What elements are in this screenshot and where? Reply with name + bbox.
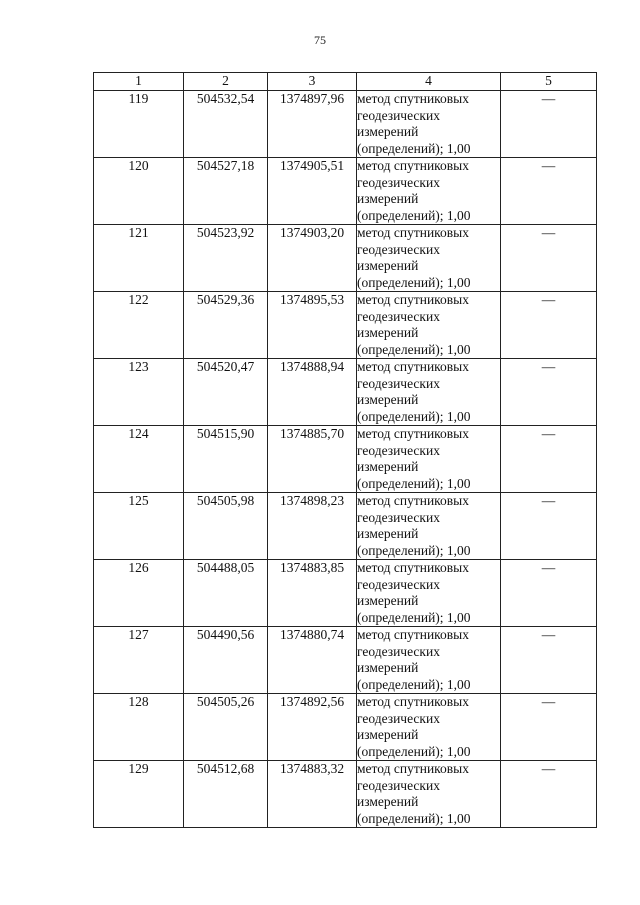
table-row <box>94 158 597 225</box>
x-coordinate-cell: 504488,05 <box>184 560 268 627</box>
x-coordinate-cell: 504505,98 <box>184 493 268 560</box>
table-row <box>94 426 597 493</box>
point-number-cell: 127 <box>94 627 184 694</box>
method-text-line: (определений); 1,00 <box>357 743 471 759</box>
x-coordinate-cell: 504515,90 <box>184 426 268 493</box>
method-cell <box>357 359 501 426</box>
method-text-line: (определений); 1,00 <box>357 341 471 357</box>
method-text-line: измерений <box>357 325 419 340</box>
method-text-line: геодезических <box>357 442 440 458</box>
method-text-line: геодезических <box>357 643 440 659</box>
method-text-line: измерений <box>357 392 419 407</box>
column-5-dash-cell: — <box>501 359 597 426</box>
y-coordinate-cell: 1374892,56 <box>268 694 357 761</box>
point-number-cell: 123 <box>94 359 184 426</box>
table-header <box>94 73 597 91</box>
method-text-line: измерений <box>357 660 419 675</box>
method-text-line: геодезических <box>357 174 440 190</box>
method-text-line: (определений); 1,00 <box>357 140 471 156</box>
page-number: 75 <box>314 33 326 47</box>
column-5-dash-cell: — <box>501 761 597 828</box>
method-text-line: геодезических <box>357 509 440 525</box>
column-5-dash-cell: — <box>501 493 597 560</box>
table-row <box>94 493 597 560</box>
y-coordinate-cell: 1374883,85 <box>268 560 357 627</box>
method-text-line: (определений); 1,00 <box>357 676 471 692</box>
header-col-1: 1 <box>94 73 184 91</box>
table-row <box>94 627 597 694</box>
method-cell <box>357 627 501 694</box>
x-coordinate-cell: 504490,56 <box>184 627 268 694</box>
point-number-cell: 129 <box>94 761 184 828</box>
column-5-dash-cell: — <box>501 627 597 694</box>
table-body <box>94 91 597 828</box>
method-text-line: геодезических <box>357 375 440 391</box>
point-number-cell: 119 <box>94 91 184 158</box>
method-text-line: метод спутниковых <box>357 694 469 709</box>
method-cell <box>357 761 501 828</box>
coordinates-table <box>93 72 597 828</box>
method-text-line: метод спутниковых <box>357 560 469 575</box>
method-text-line: (определений); 1,00 <box>357 542 471 558</box>
method-text-line: метод спутниковых <box>357 158 469 173</box>
table-row <box>94 292 597 359</box>
column-5-dash-cell: — <box>501 292 597 359</box>
column-5-dash-cell: — <box>501 426 597 493</box>
method-text-line: измерений <box>357 794 419 809</box>
method-text-line: геодезических <box>357 107 440 123</box>
table-row <box>94 225 597 292</box>
method-text-line: (определений); 1,00 <box>357 408 471 424</box>
method-cell <box>357 694 501 761</box>
method-text-line: измерений <box>357 191 419 206</box>
header-row <box>94 73 597 91</box>
point-number-cell: 125 <box>94 493 184 560</box>
header-col-5: 5 <box>501 73 597 91</box>
x-coordinate-cell: 504532,54 <box>184 91 268 158</box>
table-row <box>94 761 597 828</box>
column-5-dash-cell: — <box>501 694 597 761</box>
method-text-line: метод спутниковых <box>357 627 469 642</box>
y-coordinate-cell: 1374897,96 <box>268 91 357 158</box>
method-text-line: измерений <box>357 258 419 273</box>
header-col-3: 3 <box>268 73 357 91</box>
y-coordinate-cell: 1374895,53 <box>268 292 357 359</box>
method-text-line: геодезических <box>357 710 440 726</box>
method-text-line: метод спутниковых <box>357 761 469 776</box>
point-number-cell: 120 <box>94 158 184 225</box>
method-cell <box>357 560 501 627</box>
table-row <box>94 359 597 426</box>
y-coordinate-cell: 1374880,74 <box>268 627 357 694</box>
method-text-line: метод спутниковых <box>357 359 469 374</box>
method-text-line: геодезических <box>357 576 440 592</box>
method-text-line: геодезических <box>357 308 440 324</box>
y-coordinate-cell: 1374885,70 <box>268 426 357 493</box>
y-coordinate-cell: 1374903,20 <box>268 225 357 292</box>
method-text-line: (определений); 1,00 <box>357 274 471 290</box>
table-row <box>94 560 597 627</box>
header-col-4: 4 <box>357 73 501 91</box>
method-cell <box>357 225 501 292</box>
method-text-line: (определений); 1,00 <box>357 810 471 826</box>
x-coordinate-cell: 504523,92 <box>184 225 268 292</box>
method-cell <box>357 158 501 225</box>
x-coordinate-cell: 504512,68 <box>184 761 268 828</box>
method-cell <box>357 493 501 560</box>
method-text-line: метод спутниковых <box>357 91 469 106</box>
column-5-dash-cell: — <box>501 560 597 627</box>
y-coordinate-cell: 1374905,51 <box>268 158 357 225</box>
point-number-cell: 124 <box>94 426 184 493</box>
point-number-cell: 122 <box>94 292 184 359</box>
table-row <box>94 91 597 158</box>
method-text-line: измерений <box>357 727 419 742</box>
method-text-line: метод спутниковых <box>357 292 469 307</box>
point-number-cell: 126 <box>94 560 184 627</box>
column-5-dash-cell: — <box>501 91 597 158</box>
x-coordinate-cell: 504505,26 <box>184 694 268 761</box>
method-cell <box>357 91 501 158</box>
x-coordinate-cell: 504520,47 <box>184 359 268 426</box>
point-number-cell: 128 <box>94 694 184 761</box>
header-col-2: 2 <box>184 73 268 91</box>
method-text-line: (определений); 1,00 <box>357 207 471 223</box>
method-text-line: измерений <box>357 593 419 608</box>
x-coordinate-cell: 504527,18 <box>184 158 268 225</box>
method-text-line: измерений <box>357 124 419 139</box>
method-text-line: геодезических <box>357 777 440 793</box>
point-number-cell: 121 <box>94 225 184 292</box>
y-coordinate-cell: 1374888,94 <box>268 359 357 426</box>
method-cell <box>357 292 501 359</box>
method-text-line: метод спутниковых <box>357 225 469 240</box>
method-cell <box>357 426 501 493</box>
y-coordinate-cell: 1374898,23 <box>268 493 357 560</box>
method-text-line: метод спутниковых <box>357 426 469 441</box>
column-5-dash-cell: — <box>501 158 597 225</box>
method-text-line: измерений <box>357 526 419 541</box>
method-text-line: измерений <box>357 459 419 474</box>
column-5-dash-cell: — <box>501 225 597 292</box>
y-coordinate-cell: 1374883,32 <box>268 761 357 828</box>
method-text-line: метод спутниковых <box>357 493 469 508</box>
method-text-line: (определений); 1,00 <box>357 609 471 625</box>
x-coordinate-cell: 504529,36 <box>184 292 268 359</box>
table-row <box>94 694 597 761</box>
method-text-line: геодезических <box>357 241 440 257</box>
method-text-line: (определений); 1,00 <box>357 475 471 491</box>
